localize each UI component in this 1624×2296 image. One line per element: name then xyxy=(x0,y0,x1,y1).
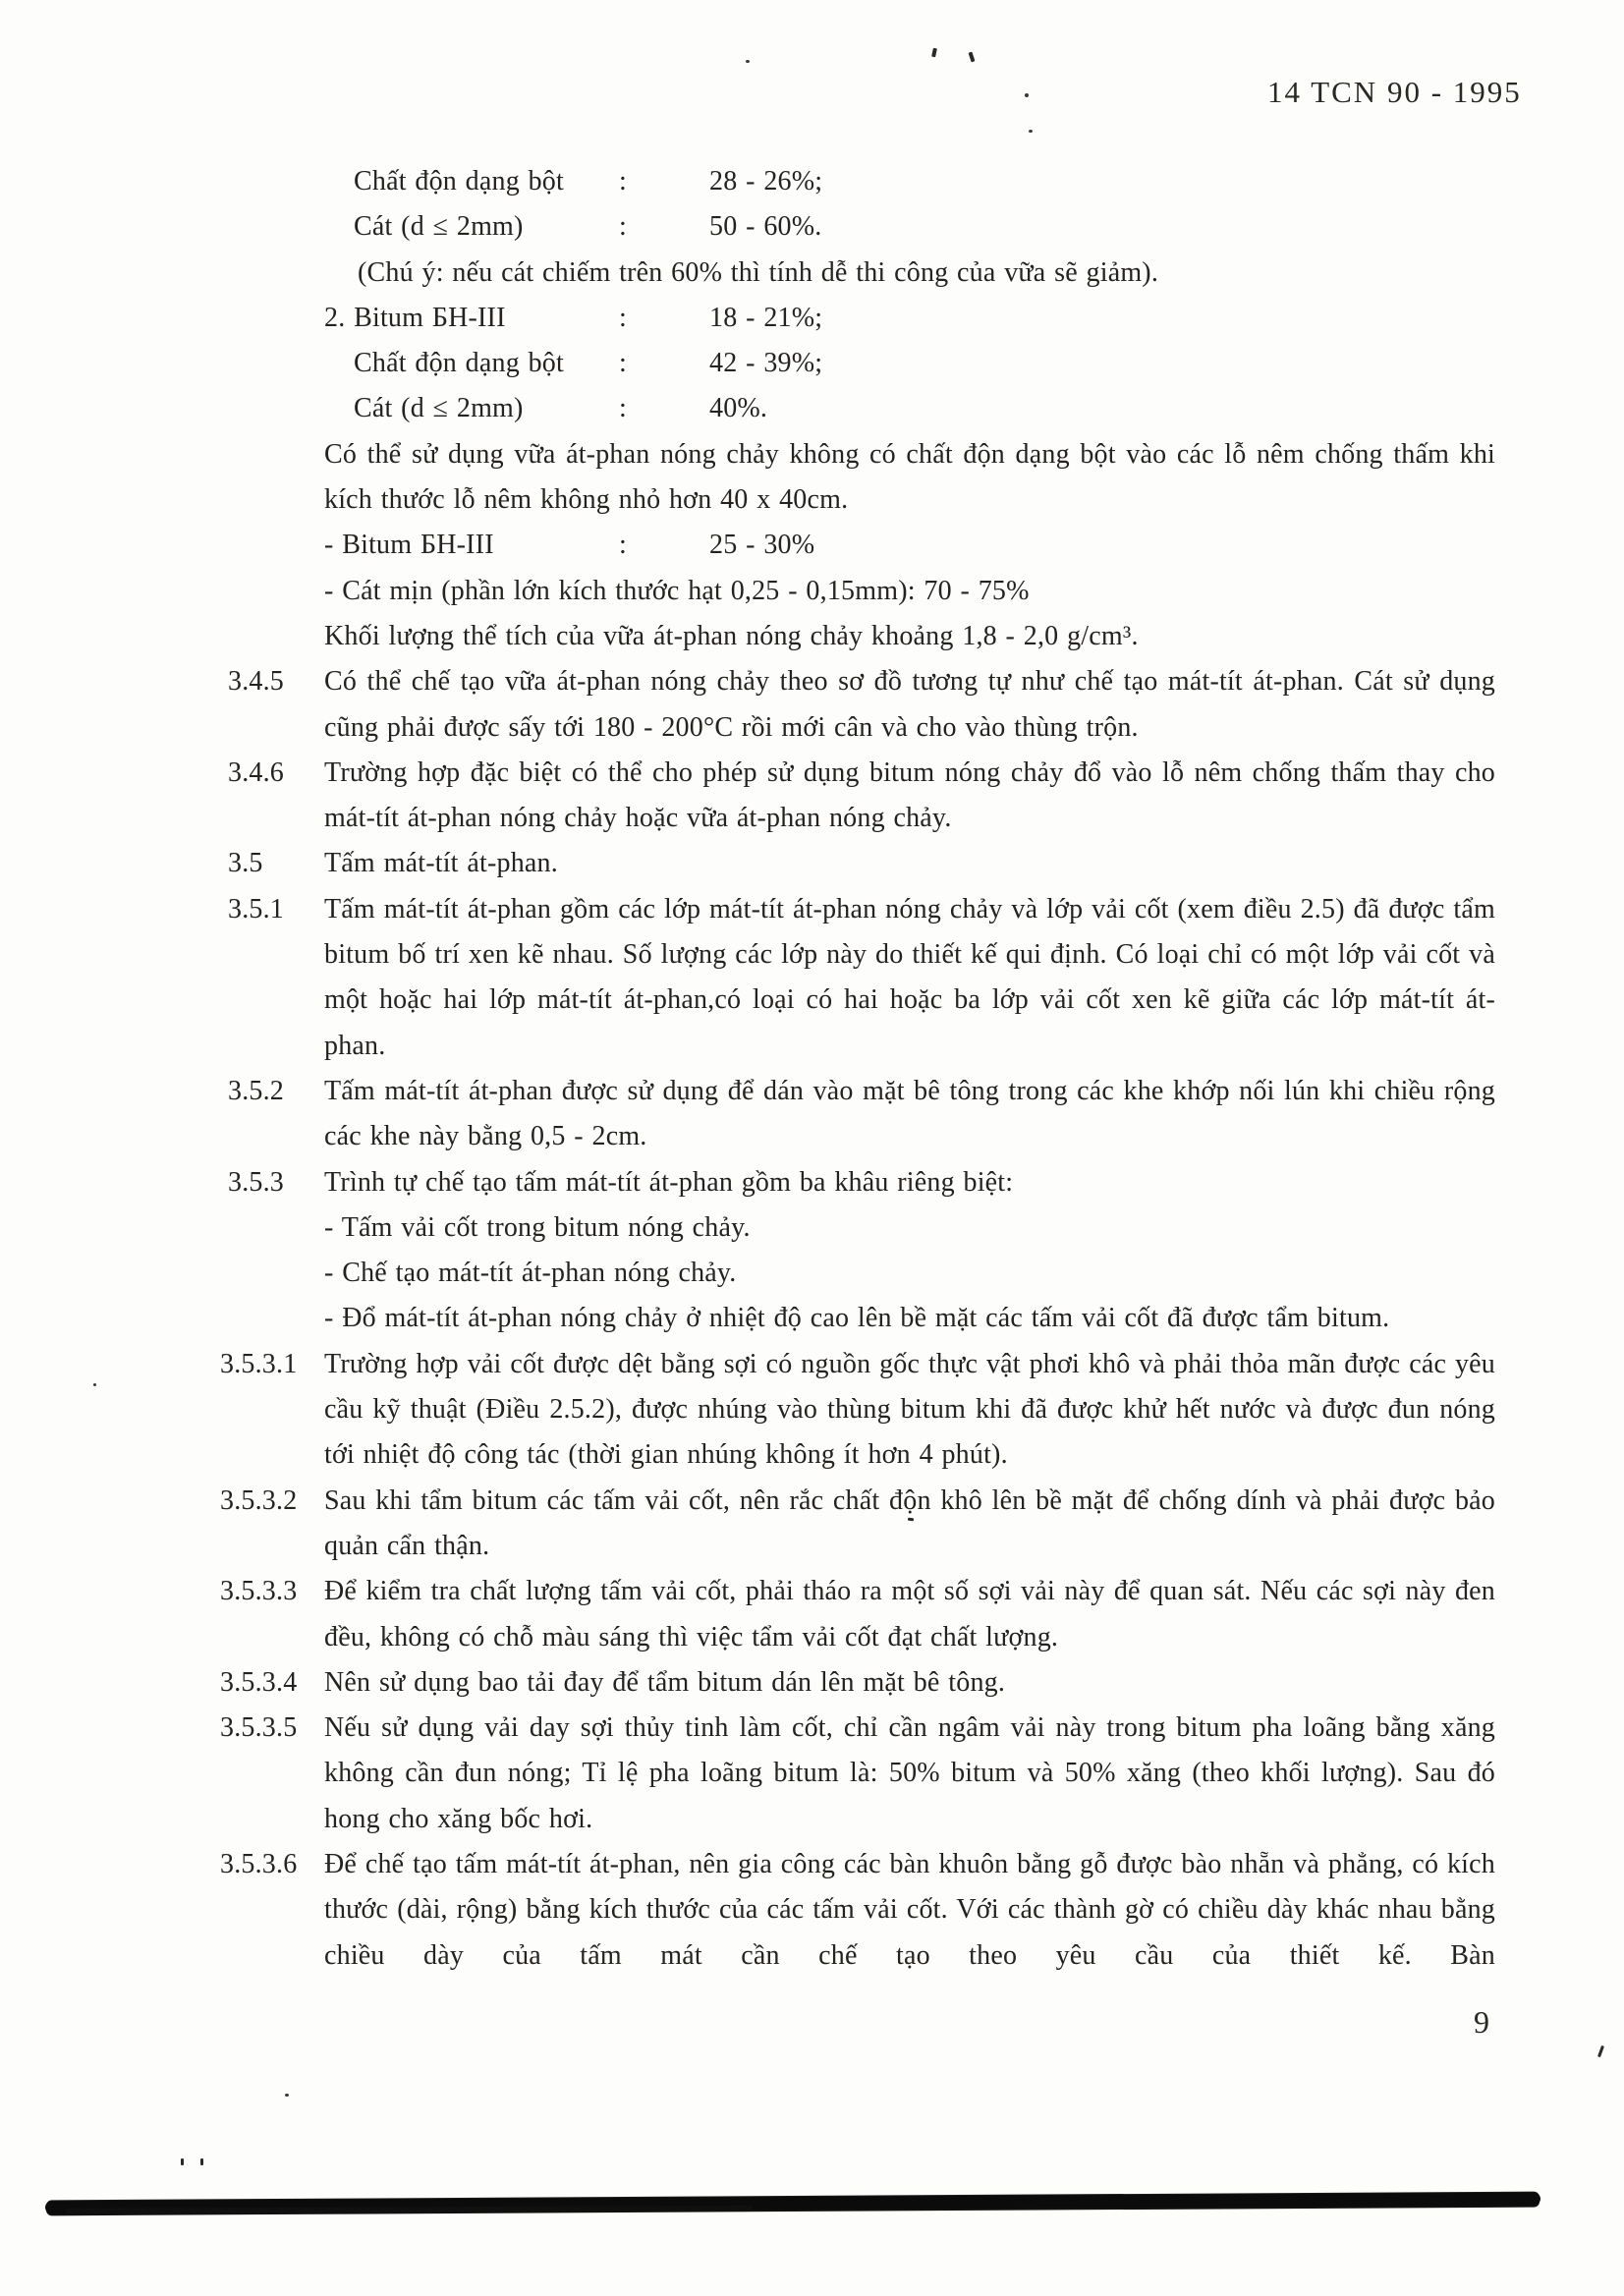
section-3-5-3-3 xyxy=(220,1569,1495,1660)
section-3-5-1 xyxy=(228,887,1495,1069)
section-number: 3.5.3 xyxy=(228,1166,284,1198)
spec-value: 40%. xyxy=(709,393,768,424)
spec-label: 2. Bitum БН-III xyxy=(324,302,506,333)
section-3-4-6 xyxy=(228,751,1495,842)
section-text: Trường hợp vải cốt được dệt bằng sợi có nguồn gốc thực vật phơi khô và phải thỏa mãn được các yêu cầu kỹ thuật (Điều 2.5.2), được nhúng vào thùng bitum khi đã được khử hết nước và được đun nóng tới nhiệt độ công tác (thời gian nhúng không ít hơn 4 phút). xyxy=(324,1348,1495,1471)
section-text: Tấm mát-tít át-phan được sử dụng để dán vào mặt bê tông trong các khe khớp nối lún khi chiều rộng các khe này bằng 0,5 - 2cm. xyxy=(324,1075,1495,1152)
document-code-header: 14 TCN 90 - 1995 xyxy=(1267,75,1522,109)
spec-label: Cát (d ≤ 2mm) xyxy=(354,211,524,243)
spec-colon: : xyxy=(619,393,627,424)
document-body xyxy=(220,0,1495,1979)
section-number: 3.5 xyxy=(228,848,263,879)
section-number: 3.5.3.3 xyxy=(220,1576,298,1607)
scan-speck xyxy=(1029,130,1033,133)
section-number: 3.5.3.2 xyxy=(220,1484,298,1516)
spec-colon: : xyxy=(619,348,627,379)
section-number: 3.4.5 xyxy=(228,666,284,698)
section-number: 3.5.2 xyxy=(228,1075,284,1106)
section-3-5-3-4 xyxy=(220,1660,1495,1706)
note-line: (Chú ý: nếu cát chiếm trên 60% thì tính dễ thi công của vữa sẽ giảm). xyxy=(358,256,1159,288)
spec-label: - Bitum БН-III xyxy=(324,530,494,561)
section-3-5-3-1 xyxy=(220,1342,1495,1479)
section-number: 3.5.1 xyxy=(228,893,284,924)
page-number: 9 xyxy=(1474,2004,1489,2040)
spec-colon: : xyxy=(619,302,627,333)
section-3-5-3-6 xyxy=(220,1842,1495,1979)
section-3-5 xyxy=(228,841,1495,886)
scan-speck xyxy=(181,2158,184,2165)
dash-item-fine-sand: - Cát mịn (phần lớn kích thước hạt 0,25 - 0,15mm): 70 - 75% xyxy=(324,575,1030,606)
section-text: Nên sử dụng bao tải đay để tẩm bitum dán lên mặt bê tông. xyxy=(324,1666,1006,1698)
spec-colon: : xyxy=(619,211,627,243)
spec-row-dash-bitum xyxy=(324,523,1495,568)
section-text: Có thể chế tạo vữa át-phan nóng chảy theo sơ đồ tương tự như chế tạo mát-tít át-phan. Cát sử dụng cũng phải được sấy tới 180 - 200°C rồi mới cân và cho vào thùng trộn. xyxy=(324,666,1495,743)
scan-artifact-bar xyxy=(45,2193,1540,2214)
scan-speck xyxy=(93,1383,96,1386)
scan-speck xyxy=(908,1518,914,1522)
spec-value: 18 - 21%; xyxy=(709,302,823,333)
spec-label: Chất độn dạng bột xyxy=(354,166,564,196)
spec-value: 28 - 26%; xyxy=(709,166,823,196)
section-text: Tấm mát-tít át-phan. xyxy=(324,848,558,879)
section-text: Để kiểm tra chất lượng tấm vải cốt, phải tháo ra một số sợi vải này để quan sát. Nếu các sợi này đen đều, không có chỗ màu sáng thì việc tẩm vải cốt đạt chất lượng. xyxy=(324,1576,1495,1652)
section-3-5-3 xyxy=(228,1160,1495,1205)
section-3-4-5 xyxy=(228,659,1495,751)
section-text: Sau khi tẩm bitum các tấm vải cốt, nên rắc chất độn khô lên bề mặt để chống dính và phải được bảo quản cẩn thận. xyxy=(324,1484,1495,1561)
spec-colon: : xyxy=(619,530,627,561)
section-text: Nếu sử dụng vải day sợi thủy tinh làm cốt, chỉ cần ngâm vải này trong bitum pha loãng bằng xăng không cần đun nóng; Tỉ lệ pha loãng bitum là: 50% bitum và 50% xăng (theo khối lượng). Sau đó hong cho xăng bốc hơi. xyxy=(324,1712,1495,1834)
spec-label: Cát (d ≤ 2mm) xyxy=(354,393,524,424)
spec-row-filler-1 xyxy=(324,159,1495,204)
dash-item-mastic: - Chế tạo mát-tít át-phan nóng chảy. xyxy=(324,1258,737,1289)
paragraph-density: Khối lượng thể tích của vữa át-phan nóng chảy khoảng 1,8 - 2,0 g/cm³. xyxy=(324,620,1139,651)
spec-value: 50 - 60%. xyxy=(709,211,822,243)
scan-speck xyxy=(1597,2045,1604,2057)
section-text: Trình tự chế tạo tấm mát-tít át-phan gồm ba khâu riêng biệt: xyxy=(324,1166,1014,1198)
section-number: 3.5.3.1 xyxy=(220,1348,298,1379)
section-number: 3.5.3.4 xyxy=(220,1666,298,1698)
scan-speck xyxy=(200,2158,203,2165)
spec-value: 42 - 39%; xyxy=(709,348,823,379)
spec-row-filler-2 xyxy=(324,341,1495,386)
spec-row-sand-2 xyxy=(324,386,1495,431)
section-number: 3.4.6 xyxy=(228,756,284,788)
spec-row-sand-1 xyxy=(324,204,1495,250)
spec-value: 25 - 30% xyxy=(709,530,815,561)
section-text: Tấm mát-tít át-phan gồm các lớp mát-tít át-phan nóng chảy và lớp vải cốt (xem điều 2.5) đã được tẩm bitum bố trí xen kẽ nhau. Số lượng các lớp này do thiết kế qui định. Có loại chỉ có một lớp vải cốt và một hoặc hai lớp mát-tít át-phan,có loại có hai hoặc ba lớp vải cốt xen kẽ giữa các lớp mát-tít át-phan. xyxy=(324,893,1495,1061)
scan-speck xyxy=(1025,93,1029,97)
spec-label: Chất độn dạng bột xyxy=(354,348,564,379)
scan-speck xyxy=(746,60,750,63)
section-3-5-3-5 xyxy=(220,1706,1495,1842)
paragraph-intro-mortar: Có thể sử dụng vữa át-phan nóng chảy không có chất độn dạng bột vào các lỗ nêm chống thấm khi kích thước lỗ nêm không nhỏ hơn 40 x 40cm. xyxy=(324,438,1495,516)
spec-colon: : xyxy=(619,166,627,196)
section-text: Để chế tạo tấm mát-tít át-phan, nên gia công các bàn khuôn bằng gỗ được bào nhẵn và phẳng, có kích thước (dài, rộng) bằng kích thước của các tấm vải cốt. Với các thành gờ có chiều dày khác nhau bằng chiều dày của tấm mát cần chế tạo theo yêu cầu của thiết kế. Bàn xyxy=(324,1848,1495,1971)
section-3-5-3-2 xyxy=(220,1479,1495,1570)
section-number: 3.5.3.6 xyxy=(220,1848,298,1879)
spec-row-bitum-2 xyxy=(324,296,1495,341)
dash-item-pour: - Đổ mát-tít át-phan nóng chảy ở nhiệt độ cao lên bề mặt các tấm vải cốt đã được tẩm bitum. xyxy=(324,1303,1390,1334)
dash-item-fabric: - Tấm vải cốt trong bitum nóng chảy. xyxy=(324,1211,751,1243)
scan-speck xyxy=(285,2094,289,2097)
section-number: 3.5.3.5 xyxy=(220,1712,298,1744)
section-3-5-2 xyxy=(228,1069,1495,1160)
section-text: Trường hợp đặc biệt có thể cho phép sử dụng bitum nóng chảy đổ vào lỗ nêm chống thấm thay cho mát-tít át-phan nóng chảy hoặc vữa át-phan nóng chảy. xyxy=(324,756,1495,834)
